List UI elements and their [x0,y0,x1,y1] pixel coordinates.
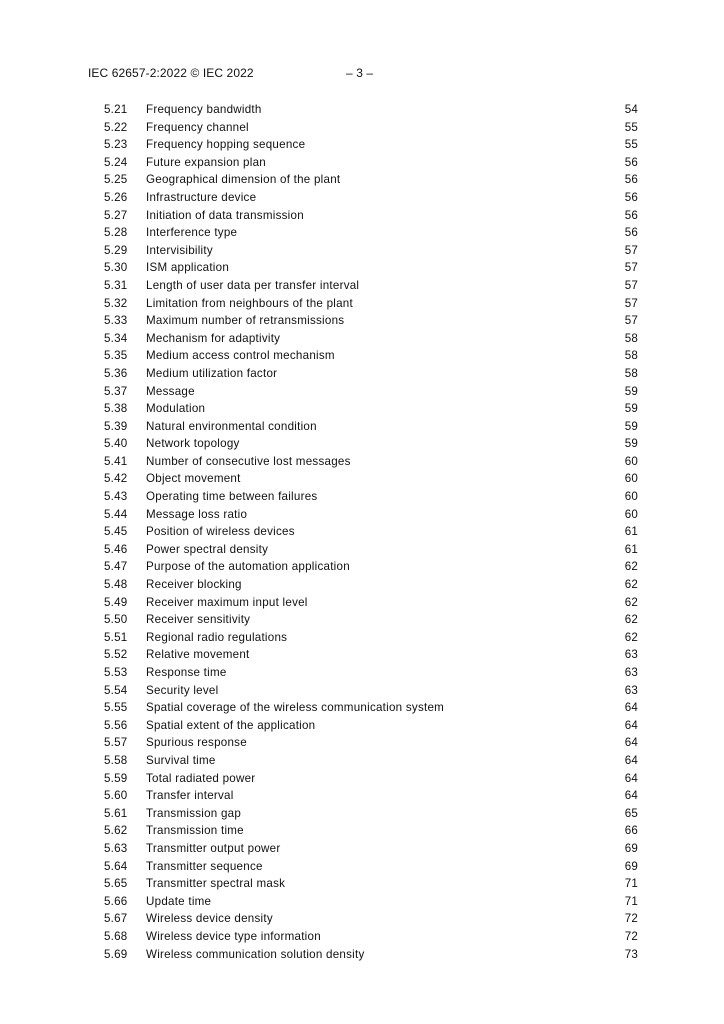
toc-entry-page[interactable]: 60 [624,490,638,504]
toc-entry[interactable] [104,506,638,524]
toc-entry-title[interactable]: Transmitter sequence [146,859,263,873]
toc-entry[interactable] [104,488,638,506]
toc-entry-number: 5.58 [104,753,128,767]
toc-entry-title[interactable]: Mechanism for adaptivity [146,331,281,345]
toc-entry-number: 5.27 [104,208,128,222]
toc-entry-title[interactable]: Limitation from neighbours of the plant [146,296,353,310]
toc-entry-number: 5.56 [104,718,128,732]
toc-entry-number: 5.37 [104,384,128,398]
toc-entry-page[interactable]: 57 [624,314,638,328]
table-of-contents [104,101,638,963]
toc-entry-page[interactable]: 71 [624,877,638,891]
toc-entry[interactable] [104,770,638,788]
toc-entry[interactable] [104,682,638,700]
toc-entry-page[interactable]: 59 [624,419,638,433]
toc-entry[interactable] [104,383,638,401]
toc-entry-number: 5.52 [104,648,128,662]
toc-entry-number: 5.29 [104,243,128,257]
toc-entry-title[interactable]: Frequency channel [146,120,249,134]
toc-entry-number: 5.36 [104,366,128,380]
toc-entry-title[interactable]: Transmission gap [146,806,242,820]
toc-entry-number: 5.38 [104,402,128,416]
toc-entry-number: 5.35 [104,349,128,363]
toc-entry-number: 5.63 [104,841,128,855]
toc-entry-number: 5.60 [104,789,128,803]
toc-entry-page[interactable]: 62 [624,630,638,644]
toc-entry-number: 5.49 [104,595,128,609]
toc-entry-number: 5.31 [104,278,128,292]
toc-entry-page[interactable]: 69 [624,859,638,873]
toc-entry[interactable] [104,312,638,330]
toc-entry-title[interactable]: Initiation of data transmission [146,208,304,222]
toc-entry-page[interactable]: 62 [624,578,638,592]
toc-entry-title[interactable]: Interference type [146,226,238,240]
toc-entry-title[interactable]: Medium utilization factor [146,366,278,380]
toc-entry-page[interactable]: 54 [624,103,638,116]
toc-entry-title[interactable]: Relative movement [146,648,250,662]
toc-entry-page[interactable]: 58 [624,349,638,363]
toc-entry[interactable] [104,734,638,752]
toc-entry-number: 5.54 [104,683,128,697]
toc-entry-number: 5.45 [104,525,128,539]
toc-entry-page[interactable]: 64 [624,718,638,732]
toc-entry[interactable] [104,259,638,277]
toc-entry[interactable] [104,646,638,664]
toc-entry-page[interactable]: 62 [624,595,638,609]
page-header [88,66,648,84]
toc-entry-title[interactable]: Survival time [146,753,216,767]
toc-entry-page[interactable]: 63 [624,683,638,697]
toc-entry[interactable] [104,119,638,137]
toc-entry[interactable] [104,224,638,242]
toc-entry-page[interactable]: 57 [624,243,638,257]
toc-entry-number: 5.43 [104,490,128,504]
toc-entry-number: 5.34 [104,331,128,345]
toc-entry[interactable] [104,946,638,964]
toc-entry[interactable] [104,893,638,911]
toc-entry-page[interactable]: 57 [624,261,638,275]
toc-entry-number: 5.44 [104,507,128,521]
toc-entry-number: 5.22 [104,120,128,134]
toc-entry-title[interactable]: Receiver sensitivity [146,613,251,627]
toc-entry-title[interactable]: Intervisibility [146,243,213,257]
toc-entry-number: 5.30 [104,261,128,275]
toc-entry[interactable] [104,629,638,647]
toc-entry-number: 5.55 [104,701,128,715]
toc-entry-number: 5.41 [104,454,128,468]
toc-entry-number: 5.65 [104,877,128,891]
toc-entry[interactable] [104,717,638,735]
toc-entry-title[interactable]: Transmission time [146,824,244,838]
toc-entry[interactable] [104,523,638,541]
toc-entry-title[interactable]: Geographical dimension of the plant [146,173,341,187]
toc-entry-title[interactable]: Medium access control mechanism [146,349,335,363]
toc-entry-page[interactable]: 64 [624,753,638,767]
toc-entry[interactable] [104,418,638,436]
toc-entry-title[interactable]: Spatial coverage of the wireless communication system [146,701,445,715]
toc-entry-page[interactable]: 66 [624,824,638,838]
toc-entry-number: 5.42 [104,472,128,486]
toc-entry-number: 5.66 [104,894,128,908]
toc-entry-title[interactable]: Purpose of the automation application [146,560,350,574]
toc-entry[interactable] [104,576,638,594]
toc-entry-number: 5.50 [104,613,128,627]
toc-entry[interactable] [104,822,638,840]
toc-entry-title[interactable]: Spurious response [146,736,247,750]
toc-entry-page[interactable]: 56 [624,173,638,187]
toc-entry-page[interactable]: 72 [624,912,638,926]
toc-entry-title[interactable]: Number of consecutive lost messages [146,454,351,468]
toc-entry-number: 5.21 [104,103,128,116]
toc-entry-page[interactable]: 60 [624,472,638,486]
toc-entry-page[interactable]: 64 [624,789,638,803]
toc-entry-number: 5.23 [104,138,128,152]
toc-entry-page[interactable]: 63 [624,666,638,679]
toc-entry-page[interactable]: 64 [624,736,638,750]
toc-entry[interactable] [104,154,638,172]
toc-entry-page[interactable]: 56 [624,155,638,169]
toc-entry-title[interactable]: Length of user data per transfer interval [146,278,360,292]
toc-entry-number: 5.47 [104,560,128,574]
toc-entry[interactable] [104,752,638,770]
toc-entry-number: 5.48 [104,578,128,592]
toc-entry-page[interactable]: 60 [624,507,638,521]
toc-entry-title[interactable]: Object movement [146,472,241,486]
toc-entry-title[interactable]: Maximum number of retransmissions [146,314,345,328]
toc-entry-page[interactable]: 69 [624,841,638,855]
toc-entry[interactable] [104,171,638,189]
toc-entry-title[interactable]: Network topology [146,437,240,451]
toc-entry-page[interactable]: 64 [624,701,638,715]
toc-entry-title[interactable]: Transmitter spectral mask [146,877,286,891]
toc-entry[interactable] [104,365,638,383]
toc-entry-number: 5.67 [104,912,128,926]
toc-entry[interactable] [104,470,638,488]
toc-entry-title[interactable]: Update time [146,894,212,908]
toc-entry[interactable] [104,558,638,576]
toc-entry-number: 5.51 [104,630,128,644]
toc-entry-title[interactable]: Position of wireless devices [146,525,295,539]
toc-entry-page[interactable]: 63 [624,648,638,662]
toc-entry-number: 5.57 [104,736,128,750]
toc-entry-page[interactable]: 55 [624,138,638,152]
toc-entry-page[interactable]: 56 [624,226,638,240]
toc-entry[interactable] [104,242,638,260]
toc-entry[interactable] [104,295,638,313]
toc-entry[interactable] [104,805,638,823]
toc-entry-title[interactable]: Message loss ratio [146,507,248,521]
toc-entry-title[interactable]: Total radiated power [146,771,256,785]
toc-entry-number: 5.53 [104,666,128,679]
toc-entry-title[interactable]: Wireless communication solution density [146,947,365,961]
toc-entry-page[interactable]: 58 [624,331,638,345]
toc-entry-number: 5.59 [104,771,128,785]
toc-entry-number: 5.24 [104,155,128,169]
toc-entry-page[interactable]: 62 [624,560,638,574]
toc-entry-number: 5.32 [104,296,128,310]
toc-entry[interactable] [104,207,638,225]
toc-entry-page[interactable]: 61 [624,542,638,556]
toc-entry-number: 5.61 [104,806,128,820]
page-number: – 3 – [346,66,374,80]
toc-entry-page[interactable]: 59 [624,402,638,416]
toc-entry-page[interactable]: 62 [624,613,638,627]
toc-entry[interactable] [104,435,638,453]
toc-entry-page[interactable]: 61 [624,525,638,539]
toc-entry-page[interactable]: 73 [624,947,638,961]
toc-entry-title[interactable]: Future expansion plan [146,155,266,169]
toc-entry-title[interactable]: Modulation [146,402,206,416]
toc-entry-number: 5.62 [104,824,128,838]
toc-entry-title[interactable]: Wireless device type information [146,929,321,943]
toc-entry-page[interactable]: 55 [624,120,638,134]
toc-entry-page[interactable]: 57 [624,296,638,310]
toc-entry[interactable] [104,910,638,928]
toc-entry-title[interactable]: Natural environmental condition [146,419,317,433]
toc-entry-page[interactable]: 60 [624,454,638,468]
document-id: IEC 62657-2:2022 © IEC 2022 [88,66,254,80]
toc-entry[interactable] [104,277,638,295]
toc-entry-title[interactable]: Message [146,384,195,398]
toc-entry[interactable] [104,594,638,612]
toc-entry[interactable] [104,347,638,365]
toc-entry-number: 5.28 [104,226,128,240]
toc-entry-title[interactable]: Power spectral density [146,542,269,556]
toc-entry-page[interactable]: 56 [624,208,638,222]
toc-entry[interactable] [104,400,638,418]
toc-entry-title[interactable]: Receiver blocking [146,578,242,592]
toc-entry-number: 5.40 [104,437,128,451]
toc-entry-page[interactable]: 57 [624,278,638,292]
toc-entry-page[interactable]: 56 [624,190,638,204]
toc-entry-number: 5.33 [104,314,128,328]
toc-entry[interactable] [104,840,638,858]
toc-entry[interactable] [104,928,638,946]
toc-entry[interactable] [104,453,638,471]
toc-entry-title[interactable]: Wireless device density [146,912,273,926]
toc-entry-page[interactable]: 64 [624,771,638,785]
toc-entry-number: 5.68 [104,929,128,943]
toc-entry[interactable] [104,136,638,154]
toc-entry-number: 5.69 [104,947,128,961]
toc-entry-title[interactable]: Operating time between failures [146,490,318,504]
toc-entry-number: 5.25 [104,173,128,187]
toc-entry[interactable] [104,330,638,348]
toc-entry-title[interactable]: ISM application [146,261,230,275]
toc-entry-page[interactable]: 59 [624,437,638,451]
toc-entry[interactable] [104,101,638,119]
toc-entry[interactable] [104,541,638,559]
toc-entry-page[interactable]: 58 [624,366,638,380]
toc-entry-title[interactable]: Transmitter output power [146,841,281,855]
toc-entry-title[interactable]: Response time [146,666,227,679]
toc-entry[interactable] [104,875,638,893]
toc-entry-title[interactable]: Spatial extent of the application [146,718,316,732]
toc-entry[interactable] [104,858,638,876]
toc-entry-number: 5.64 [104,859,128,873]
toc-entry[interactable] [104,787,638,805]
toc-entry-page[interactable]: 72 [624,929,638,943]
toc-entry-number: 5.39 [104,419,128,433]
toc-entry[interactable] [104,699,638,717]
toc-entry-page[interactable]: 65 [624,806,638,820]
toc-entry-title[interactable]: Receiver maximum input level [146,595,308,609]
toc-entry[interactable] [104,611,638,629]
toc-entry-title[interactable]: Infrastructure device [146,190,257,204]
toc-entry-page[interactable]: 59 [624,384,638,398]
toc-entry-title[interactable]: Frequency hopping sequence [146,138,306,152]
toc-entry-title[interactable]: Regional radio regulations [146,630,288,644]
toc-entry-title[interactable]: Transfer interval [146,789,234,803]
toc-entry[interactable] [104,664,638,682]
toc-entry[interactable] [104,189,638,207]
toc-entry-page[interactable]: 71 [624,894,638,908]
toc-entry-title[interactable]: Frequency bandwidth [146,103,262,116]
toc-entry-title[interactable]: Security level [146,683,219,697]
toc-entry-number: 5.46 [104,542,128,556]
toc-entry-number: 5.26 [104,190,128,204]
